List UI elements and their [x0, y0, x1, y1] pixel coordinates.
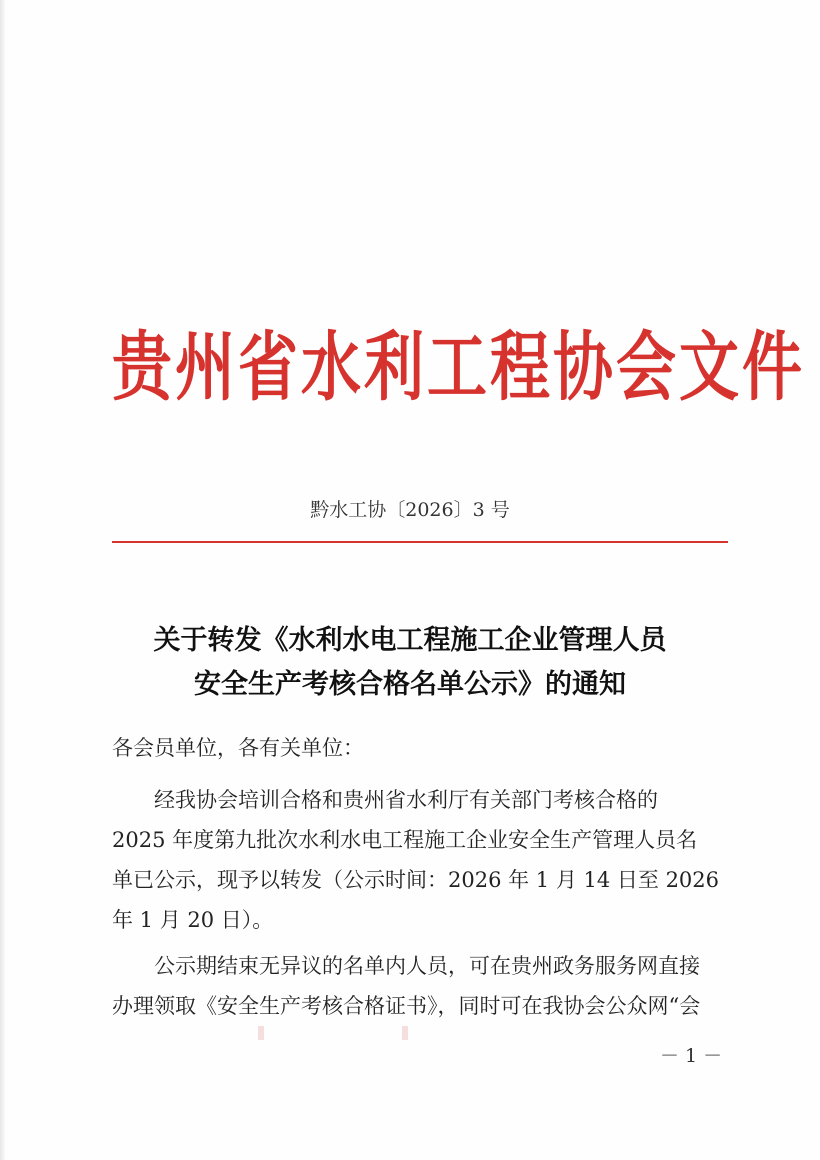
paragraph-line: 2025 年度第九批次水利水电工程施工企业安全生产管理人员名 [112, 828, 698, 852]
paragraph-line: 公示期结束无异议的名单内人员，可在贵州政务服务网直接 [154, 954, 700, 978]
paragraph-line: 经我协会培训合格和贵州省水利厅有关部门考核合格的 [154, 788, 658, 812]
document-number: 黔水工协〔2026〕3 号 [310, 499, 510, 521]
body-paragraph-1 [112, 780, 724, 940]
notice-title-line-1: 关于转发《水利水电工程施工企业管理人员 [153, 625, 667, 656]
paragraph-line: 办理领取《安全生产考核合格证书》，同时可在我协会公众网“会 [112, 994, 701, 1018]
notice-title-line-2: 安全生产考核合格名单公示》的通知 [194, 669, 626, 700]
paragraph-line: 年 1 月 20 日）。 [112, 908, 274, 932]
stamp-bleed-mark [258, 1026, 264, 1040]
scan-edge-shadow [0, 0, 6, 1160]
notice-title [0, 619, 820, 707]
body-paragraph-2 [112, 946, 724, 1026]
paragraph-line: 单已公示，现予以转发（公示时间：2026 年 1 月 14 日至 2026 [112, 868, 720, 892]
stamp-bleed-mark [402, 1026, 408, 1040]
document-header-title: 贵州省水利工程协会文件 [112, 326, 805, 410]
red-divider-line [112, 541, 728, 543]
salutation: 各会员单位，各有关单位： [112, 736, 364, 760]
page-number: － 1 － [660, 1045, 723, 1067]
